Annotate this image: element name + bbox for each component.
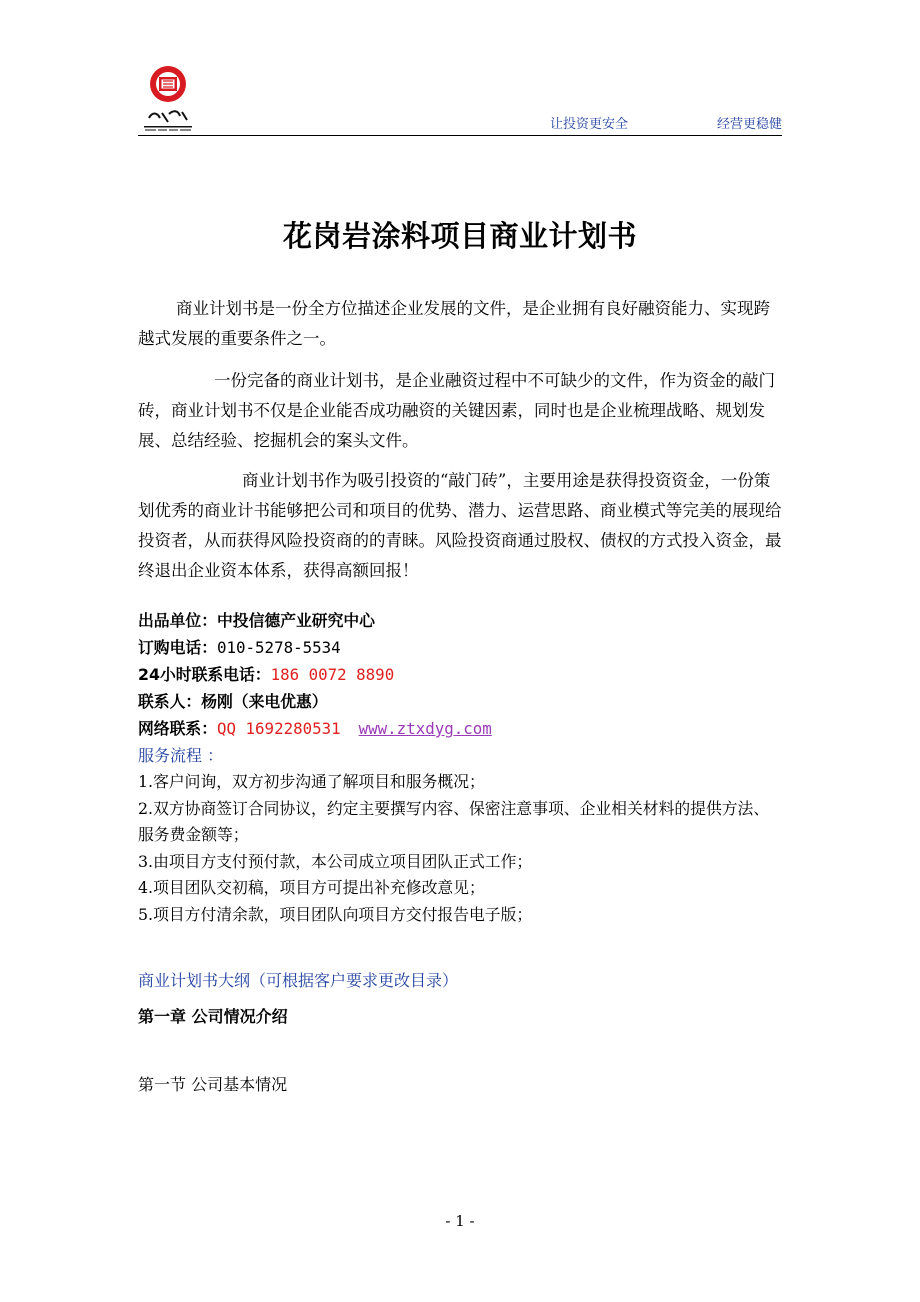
slogan-left: 让投资更安全 <box>550 117 629 132</box>
order-phone-value: 010-5278-5534 <box>217 638 341 657</box>
service-title: 服务流程 ： <box>138 746 224 765</box>
website-link[interactable]: www.ztxdyg.com <box>358 719 492 738</box>
contact-person-value: 杨刚（来电优惠） <box>201 692 328 711</box>
document-header <box>138 62 782 136</box>
company-logo <box>138 62 198 134</box>
service-steps <box>138 769 784 928</box>
contact-person-label: 联系人： <box>138 692 202 711</box>
service-step-2: 2.双方协商签订合同协议，约定主要撰写内容、保密注意事项、企业相关材料的提供方法、服务费金额等； <box>138 798 770 844</box>
intro-paragraph-1: 商业计划书是一份全方位描述企业发展的文件，是企业拥有良好融资能力、实现跨越式发展的重要条件之一。 <box>138 299 770 348</box>
header-divider <box>138 135 782 136</box>
contact-person-row <box>138 688 784 715</box>
intro-paragraph-3: 商业计划书作为吸引投资的“敲门砖”，主要用途是获得投资资金，一份策划优秀的商业计书能够把公司和项目的优势、潜力、运营思路、商业模式等完美的展现给投资者，从而获得风险投资商的的青睐。风险投资商通过股权、债权的方式投入资金，最终退出企业资本体系，获得高额回报！ <box>138 471 782 580</box>
logo-icon <box>138 62 198 134</box>
qq-value: QQ 1692280531 <box>217 719 341 738</box>
outline-title: 商业计划书大纲（可根据客户要求更改目录） <box>138 971 459 990</box>
publisher-row <box>138 607 784 634</box>
order-phone-row <box>138 634 784 661</box>
service-step-5: 5.项目方付清余款，项目团队向项目方交付报告电子版； <box>138 904 533 924</box>
header-slogans <box>550 113 782 132</box>
order-phone-label: 订购电话： <box>138 638 217 657</box>
online-contact-label: 网络联系： <box>138 719 217 738</box>
document-body <box>138 294 784 1099</box>
contact-info <box>138 607 784 742</box>
hotline-label: 24小时联系电话： <box>138 665 271 684</box>
page-title: 花岗岩涂料项目商业计划书 <box>282 219 637 253</box>
publisher-value: 中投信德产业研究中心 <box>217 611 375 630</box>
publisher-label: 出品单位： <box>138 611 217 630</box>
chapter-title: 第一章 公司情况介绍 <box>138 1007 288 1026</box>
hotline-row <box>138 661 784 688</box>
online-contact-row <box>138 715 784 742</box>
section-title: 第一节 公司基本情况 <box>138 1075 288 1094</box>
intro-paragraph-2: 一份完备的商业计划书，是企业融资过程中不可缺少的文件，作为资金的敲门砖，商业计划书不仅是企业能否成功融资的关键因素，同时也是企业梳理战略、规划发展、总结经验、挖掘机会的案头文件。 <box>138 371 775 450</box>
page-number: - 1 - <box>445 1212 475 1230</box>
service-step-4: 4.项目团队交初稿，项目方可提出补充修改意见； <box>138 878 485 897</box>
slogan-right: 经营更稳健 <box>716 117 782 132</box>
service-step-1: 1.客户问询，双方初步沟通了解项目和服务概况； <box>138 772 485 791</box>
hotline-value: 186 0072 8890 <box>270 665 395 684</box>
service-step-3: 3.由项目方支付预付款，本公司成立项目团队正式工作； <box>138 851 533 871</box>
